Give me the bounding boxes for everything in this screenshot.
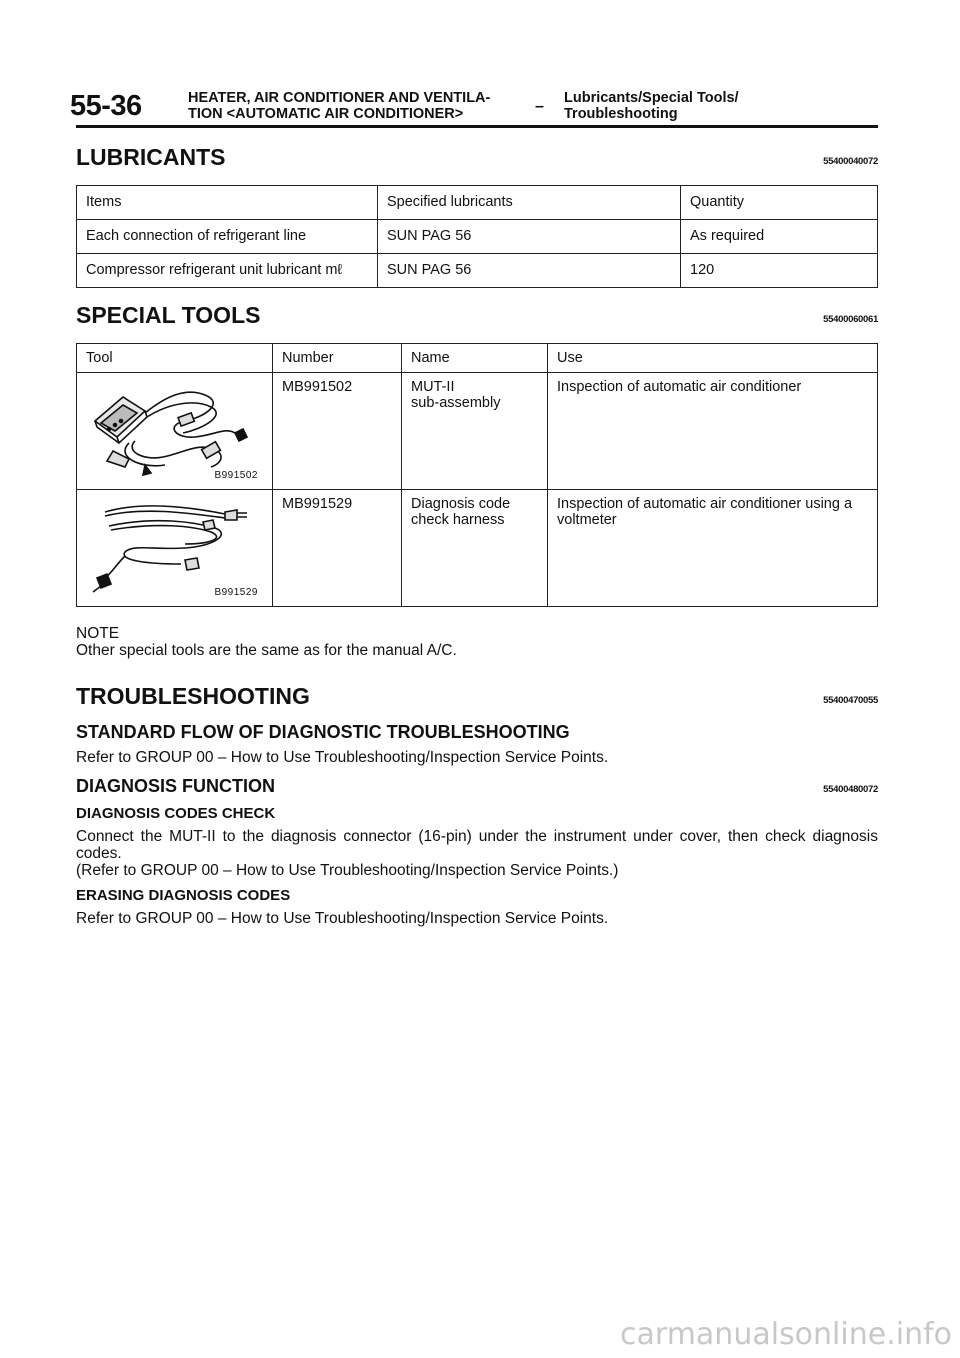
cell-lubricant: SUN PAG 56 [378, 254, 681, 288]
lubricants-title: LUBRICANTS [76, 144, 226, 170]
header-rule [76, 125, 878, 128]
col-header-quantity: Quantity [681, 186, 878, 220]
cell-item: Each connection of refrigerant line [77, 220, 378, 254]
check-harness-icon [85, 494, 255, 598]
diagnosis-function-heading [76, 776, 878, 797]
erasing-heading: ERASING DIAGNOSIS CODES [76, 887, 291, 904]
diagnosis-function-title: DIAGNOSIS FUNCTION [76, 776, 276, 796]
special-tools-title: SPECIAL TOOLS [76, 302, 261, 328]
table-row [77, 490, 878, 607]
lubricants-heading [76, 144, 878, 171]
page-number: 55-36 [70, 90, 142, 122]
note-text: Other special tools are the same as for the manual A/C. [76, 642, 457, 659]
table-header-row [77, 344, 878, 373]
special-tools-code: 55400060061 [823, 314, 878, 325]
cell-quantity: 120 [681, 254, 878, 288]
lubricants-code: 55400040072 [823, 156, 878, 167]
cell-name: MUT-II sub-assembly [402, 373, 548, 490]
cell-quantity: As required [681, 220, 878, 254]
col-header-lubricants: Specified lubricants [378, 186, 681, 220]
chapter-title [188, 90, 490, 122]
section-title [564, 90, 739, 122]
cell-use: Inspection of automatic air conditioner [548, 373, 878, 490]
tool-image-cell [77, 490, 273, 607]
special-tools-table [76, 343, 878, 607]
watermark: carmanualsonline.info [620, 1317, 952, 1352]
tool-image-label: B991502 [214, 470, 258, 481]
chapter-title-line1: HEATER, AIR CONDITIONER AND VENTILA- [188, 90, 491, 106]
table-row [77, 254, 878, 288]
table-row [77, 373, 878, 490]
cell-lubricant: SUN PAG 56 [378, 220, 681, 254]
cell-name: Diagnosis code check harness [402, 490, 548, 607]
mut-ii-tester-icon [85, 377, 255, 481]
troubleshooting-heading [76, 683, 878, 710]
col-header-items: Items [77, 186, 378, 220]
troubleshooting-code: 55400470055 [823, 695, 878, 706]
section-title-line2: Troubleshooting [564, 106, 678, 122]
col-header-tool: Tool [77, 344, 273, 373]
table-row [77, 220, 878, 254]
chapter-title-line2: TION <AUTOMATIC AIR CONDITIONER> [188, 106, 464, 122]
page-header [70, 86, 878, 126]
table-header-row [77, 186, 878, 220]
note [76, 625, 878, 659]
tool-image-cell [77, 373, 273, 490]
cell-number: MB991529 [273, 490, 402, 607]
codes-check-heading: DIAGNOSIS CODES CHECK [76, 805, 276, 822]
col-header-number: Number [273, 344, 402, 373]
manual-page [70, 86, 878, 927]
diagnosis-function-code: 55400480072 [823, 784, 878, 795]
section-title-line1: Lubricants/Special Tools/ [564, 90, 739, 106]
codes-check-text: Connect the MUT-II to the diagnosis connector (16-pin) under the instrument under cover, then check diagnosis codes. [76, 828, 878, 862]
cell-number: MB991502 [273, 373, 402, 490]
erasing-text: Refer to GROUP 00 – How to Use Troubleshooting/Inspection Service Points. [76, 910, 609, 927]
standard-flow-heading: STANDARD FLOW OF DIAGNOSTIC TROUBLESHOOTING [76, 722, 570, 742]
standard-flow-text: Refer to GROUP 00 – How to Use Troubleshooting/Inspection Service Points. [76, 749, 609, 766]
cell-item: Compressor refrigerant unit lubricant mℓ [77, 254, 378, 288]
header-dash: – [535, 98, 544, 115]
col-header-name: Name [402, 344, 548, 373]
codes-check-reference: (Refer to GROUP 00 – How to Use Troubleshooting/Inspection Service Points.) [76, 862, 619, 879]
tool-image-label: B991529 [214, 587, 258, 598]
col-header-use: Use [548, 344, 878, 373]
troubleshooting-title: TROUBLESHOOTING [76, 683, 310, 709]
special-tools-heading [76, 302, 878, 329]
cell-use: Inspection of automatic air conditioner using a voltmeter [548, 490, 878, 607]
note-label: NOTE [76, 625, 120, 642]
lubricants-table [76, 185, 878, 288]
